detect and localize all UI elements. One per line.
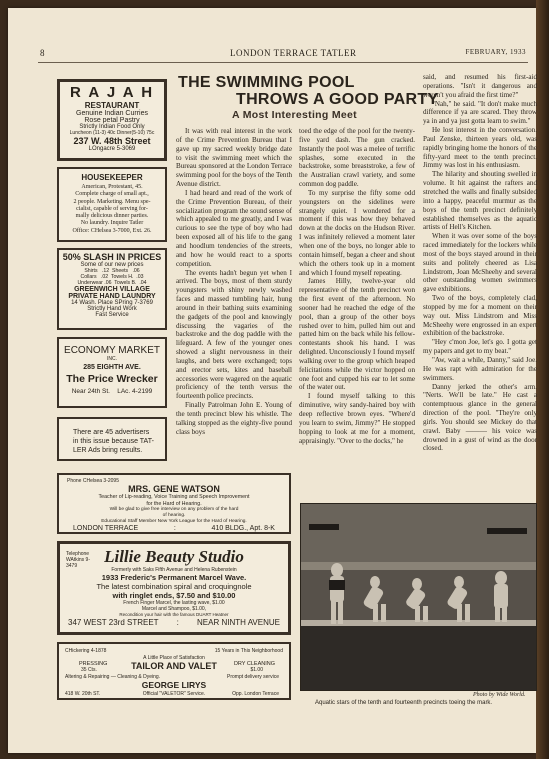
- ad-economy-name: ECONOMY MARKET: [64, 345, 160, 356]
- ad-rajah-l5: Luncheon (11-3) 40c Dinner(5-10) 75c: [69, 130, 155, 136]
- issue-date: FEBRUARY, 1933: [465, 48, 526, 56]
- ad-lillie-beauty: [57, 541, 291, 635]
- ad-housekeeper: [57, 167, 167, 242]
- ad-housekeeper-title: HOUSEKEEPER: [81, 173, 143, 182]
- article-paragraph: I found myself talking to this diminutive, wiry sandy-haired boy with deep reflective brown eyes. "Where'd you learn to swim, Jimmy?" He stopped hopping to look at me for a moment, appraisingly. "Over to the docks," he: [299, 392, 415, 445]
- ad-laundry-price-row: Shirts .12 Sheets .06: [84, 268, 140, 274]
- ad-rajah-l4: Strictly Indian Food Only: [79, 124, 145, 130]
- article-paragraph: "Hey c'mon Joe, let's go. I gotta get my papers and get to my beat.": [423, 338, 537, 356]
- ad-watson-name: MRS. GENE WATSON: [128, 484, 220, 494]
- ad-laundry-name2: PRIVATE HAND LAUNDRY: [68, 293, 156, 300]
- ad-tailor-price-dry: $1.00: [250, 667, 263, 673]
- ad-economy-near: Near 24th St.: [71, 388, 110, 395]
- article-paragraph: Two of the boys, completely clad, stopped by me for a moment on their way out. Miss Lindstrom and Miss McSheehy were engrossed in an expert exhibition of the backstroke.: [423, 294, 537, 338]
- ad-tailor-owner: GEORGE LIRYS: [141, 680, 207, 690]
- ad-watson-l3: Will be glad to give free interview on any problem of the hard: [109, 507, 239, 512]
- ad-housekeeper-l5: mally delicious dinner parties.: [75, 213, 149, 220]
- ad-housekeeper-l4: cialist, capable of serving for-: [76, 205, 148, 212]
- ad-lillie-tel: Telephone WAtkins 9-3479: [66, 551, 90, 569]
- ad-tailor-phone: CHickering 4-1878: [65, 648, 107, 654]
- ad-economy-inc: INC.: [107, 356, 117, 362]
- article-paragraph: toed the edge of the pool for the twenty-five yard dash. The gun cracked. Instantly the pool was a melee of terrific splashes, some executed in the backstroke, some breaststroke, a few of the Australian crawl variety, and some common dog paddle.: [299, 127, 415, 189]
- headline-line-2: THROWS A GOOD PARTY: [236, 91, 439, 108]
- ad-rajah: [57, 79, 167, 161]
- ad-tailor-address: 418 W. 20th ST.: [65, 691, 101, 697]
- article-subhead: A Most Interesting Meet: [232, 109, 357, 121]
- ad-lillie-footer: [60, 618, 288, 627]
- ad-tailor-l2: Prompt delivery service: [227, 674, 279, 680]
- ad-tailor-pressing: PRESSING: [79, 661, 108, 667]
- ad-economy-phone: LAc. 4-2199: [117, 388, 153, 395]
- ad-tatler-l2: in this issue because TAT-: [73, 438, 154, 445]
- ad-tailor-opposite: Opp. London Terrace: [232, 691, 279, 697]
- ad-watson-sep: :: [173, 525, 176, 532]
- ad-rajah-name: R A J A H: [69, 84, 155, 101]
- article-paragraph: When it was over some of the boys raced immediately for the lockers while most of the boys stayed around in their suits and politely cheered as Lisa Lindstrom, Joan McSheehy and several other outstanding women swimmers gave exhibitions.: [423, 232, 537, 294]
- ad-watson-place: LONDON TERRACE: [73, 525, 139, 532]
- ad-lillie-l1: Formerly with Saks Fifth Avenue and Helena Rubenstein: [111, 567, 237, 573]
- ad-tailor: [57, 642, 291, 700]
- article-column-3: [423, 73, 537, 498]
- ad-tailor-years: 15 Years in This Neighborhood: [214, 648, 283, 654]
- ad-lillie-l2: 1933 Frederic's Permanent Marcel Wave.: [101, 573, 247, 582]
- article-paragraph: It was with real interest in the work of the Crime Prevention Bureau that I gave up my sacred weekly bridge date to visit the swimming meet which the Bureau sponsored at the London Terrace swimming pool for the boys of the Tenth Avenue district.: [176, 127, 292, 189]
- ad-economy-address: 285 EIGHTH AVE.: [83, 364, 141, 371]
- article-paragraph: said, and resumed his first-aid operations. "Isn't it dangerous and weren't you afraid the first time?": [423, 73, 537, 99]
- article-paragraph: Finally Patrolman John E. Young of the tenth precinct blew his whistle. The talking stopped as the eighty-five pound class boys: [176, 401, 292, 436]
- article-paragraph: James Hilly, twelve-year old representative of the tenth precinct won the first event of the afternoon. No sooner had he reached the edge of the pool, than a group of the other boys rushed over to him, pulled him out and patted him on the back while his fellow-contestants shook his hand. I was delighted. Unconsciously I found myself walking over to the group which heaped felicitations while the victor hopped on one foot and cupped his ear to let some of the water out.: [299, 277, 415, 392]
- photo-caption: Aquatic stars of the tenth and fourteenth precincts toeing the mark.: [315, 700, 493, 706]
- ad-housekeeper-l6: No laundry. Inquire Tatler: [80, 220, 144, 227]
- article-paragraph: I had heard and read of the work of the Crime Prevention Bureau, of their socialization program the sound sense of which appealed to me greatly, and I was curious to see the type of boy who had been exposed all of his life to the gang and hoodlum tendencies of the streets, and how he would react to a sports competition.: [176, 188, 292, 268]
- ad-economy-market: [57, 337, 167, 408]
- ad-lillie-l5: French Finger Marcel, the lasting wave, $1.00: [123, 600, 225, 606]
- ad-watson-footer: [59, 525, 289, 532]
- ad-lillie-sep: :: [176, 617, 179, 627]
- ad-laundry-address: 14 Wash. Place SPring 7-3769: [71, 300, 153, 306]
- header-rule: [38, 62, 528, 63]
- ad-laundry-title: 50% SLASH IN PRICES: [62, 252, 162, 262]
- ad-laundry: [57, 248, 167, 330]
- ad-economy-footer: [59, 388, 165, 395]
- ad-tailor-price-pressing: 35 Cts.: [81, 667, 97, 673]
- ad-economy-tagline: The Price Wrecker: [66, 373, 158, 385]
- ad-rajah-l6: 237 W. 48th Street: [73, 136, 151, 146]
- ad-housekeeper-l3: 2 people. Marketing. Menu spe-: [73, 198, 151, 205]
- ad-lillie-l6: Marcel and Shampoo, $1.00,: [141, 606, 207, 612]
- article-column-1: [176, 127, 292, 470]
- ad-laundry-price-row: Underwear .06 Towels B. .04: [77, 280, 147, 286]
- ad-lillie-near: NEAR NINTH AVENUE: [197, 617, 280, 627]
- page-spine: [536, 0, 549, 759]
- article-paragraph: The hilarity and shouting swelled in volume. It hit against the rafters and stretched the walls and finally subsided into a happy, peaceful murmur as the boys of the tenth precinct definitely established themselves as the aquatic artists of Hell's Kitchen.: [423, 170, 537, 232]
- article-paragraph: The events hadn't begun yet when I arrived. The boys, most of them sturdy youngsters with shiny newly washed faces and massed tumbling hair, hung around in their bathing suits examining the gadgets of the pool and knowingly discussing the vagaries of the backstroke and the dog paddle with the lifeguard. A few of the younger ones showed a slight nervousness in their laughs, and bets were exchanged; tops and erector sets, kites and baseball accessories were wagered on the aquatic proficiency of the tenth versus the fourteenth police precincts.: [176, 268, 292, 401]
- article-column-2: [299, 127, 415, 499]
- ad-rajah-l1: RESTAURANT: [84, 101, 140, 110]
- ad-watson-l4: of hearing.: [162, 513, 186, 518]
- ad-housekeeper-l1: American, Protestant, 45.: [81, 184, 143, 190]
- ad-lillie-name: Lillie Beauty Studio: [104, 547, 244, 566]
- ad-tailor-dry-cleaning: DRY CLEANING: [233, 661, 275, 667]
- ad-rajah-l3: Rose petal Pastry: [84, 117, 140, 124]
- ad-watson: [57, 473, 291, 534]
- ad-rajah-l7: LOngacre 5-3069: [88, 146, 136, 152]
- ad-lillie-address: 347 WEST 23rd STREET: [68, 617, 159, 627]
- ad-tailor-l1: Altering & Repairing — Cleaning & Dyeing.: [65, 674, 161, 680]
- ad-lillie-l7: Recondition your hair with the famous DUART Heatner: [119, 612, 229, 617]
- ad-laundry-sub: Some of our new prices: [80, 262, 144, 268]
- swimmers-photo-illustration: [301, 504, 536, 690]
- article-paragraph: To my surprise the fifty some odd youngsters on the sidelines were strangely quiet. I wondered for a moment if this was how they behaved down at the docks on the Hudson River. I was infinitely relieved a moment later when one of the boys, no longer able to contain himself, began a cheer and shout which the others took up in a moment and which I found myself repeating.: [299, 188, 415, 277]
- ad-housekeeper-l7: Office: CHelsea 3-7000, Ext. 26.: [72, 227, 152, 234]
- page-header: [40, 48, 528, 62]
- ad-watson-apt: 410 BLDG., Apt. 8-K: [211, 525, 275, 532]
- ad-watson-l2: for the Hard of Hearing.: [146, 500, 202, 507]
- magazine-title: LONDON TERRACE TATLER: [230, 48, 357, 58]
- ad-housekeeper-l2: Complete charge of small apt.,: [75, 191, 149, 198]
- ad-laundry-name1: GREENWICH VILLAGE: [74, 286, 150, 293]
- ad-lillie-l4: with ringlet ends, $7.50 and $10.00: [112, 591, 236, 600]
- ad-watson-phone: Phone CHelsea 3-2095: [67, 478, 119, 484]
- article-paragraph: He lost interest in the conversation. Paul Zenske, thirteen years old, was rapidly bringing home the honors of the fifty-yard meet to the tenth precinct. Jimmy was lost in his enthusiasm.: [423, 126, 537, 170]
- article-paragraph: "Aw, wait a while, Danny," said Joe. He was rapt with admiration for the swimmers.: [423, 356, 537, 382]
- headline-line-1: THE SWIMMING POOL: [178, 74, 355, 91]
- photo-credit: Photo by Wide World.: [473, 692, 526, 698]
- ad-tatler-l1: There are 45 advertisers: [73, 429, 150, 436]
- article-paragraph: Danny jerked the other's arm. "Nerts. We'll be late." He cast a contemptuous glance in the general direction of the pool. "They're only girls. You should see Mickey do that crawl. Baby ——— his voice was drowned in a gust of wind as the door closed.: [423, 382, 537, 453]
- ad-watson-l5: Educational Staff Member New York League for the Hard of Hearing.: [101, 519, 247, 524]
- ad-tatler-l3: LER Ads bring results.: [73, 447, 143, 454]
- ad-laundry-price-row: Collars .02 Towels H. .03: [80, 274, 144, 280]
- ad-tailor-satisfaction: A Little Place of Satisfaction: [143, 655, 205, 661]
- ad-rajah-l2: Genuine Indian Curries: [76, 110, 148, 117]
- photo-swimmers: [300, 503, 537, 691]
- ad-tatler-promo: [57, 417, 167, 461]
- ad-laundry-l2: Fast Service: [95, 312, 129, 318]
- ad-tailor-official: Official "VALETOR" Service.: [142, 691, 206, 697]
- ad-watson-l1: Teacher of Lip-reading, Voice Training and Speech Improvement: [98, 494, 250, 500]
- article-paragraph: "Nah," he said. "It don't make much difference if ya are scared. They throw ya in and ya just gotta learn to swim.": [423, 99, 537, 126]
- ad-laundry-l1: Strictly Hand Work: [87, 306, 137, 312]
- page-number: 8: [40, 48, 45, 58]
- ad-tailor-name: TAILOR AND VALET: [131, 661, 217, 671]
- ad-lillie-l3: The latest combination spiral and croquingnole: [96, 582, 252, 591]
